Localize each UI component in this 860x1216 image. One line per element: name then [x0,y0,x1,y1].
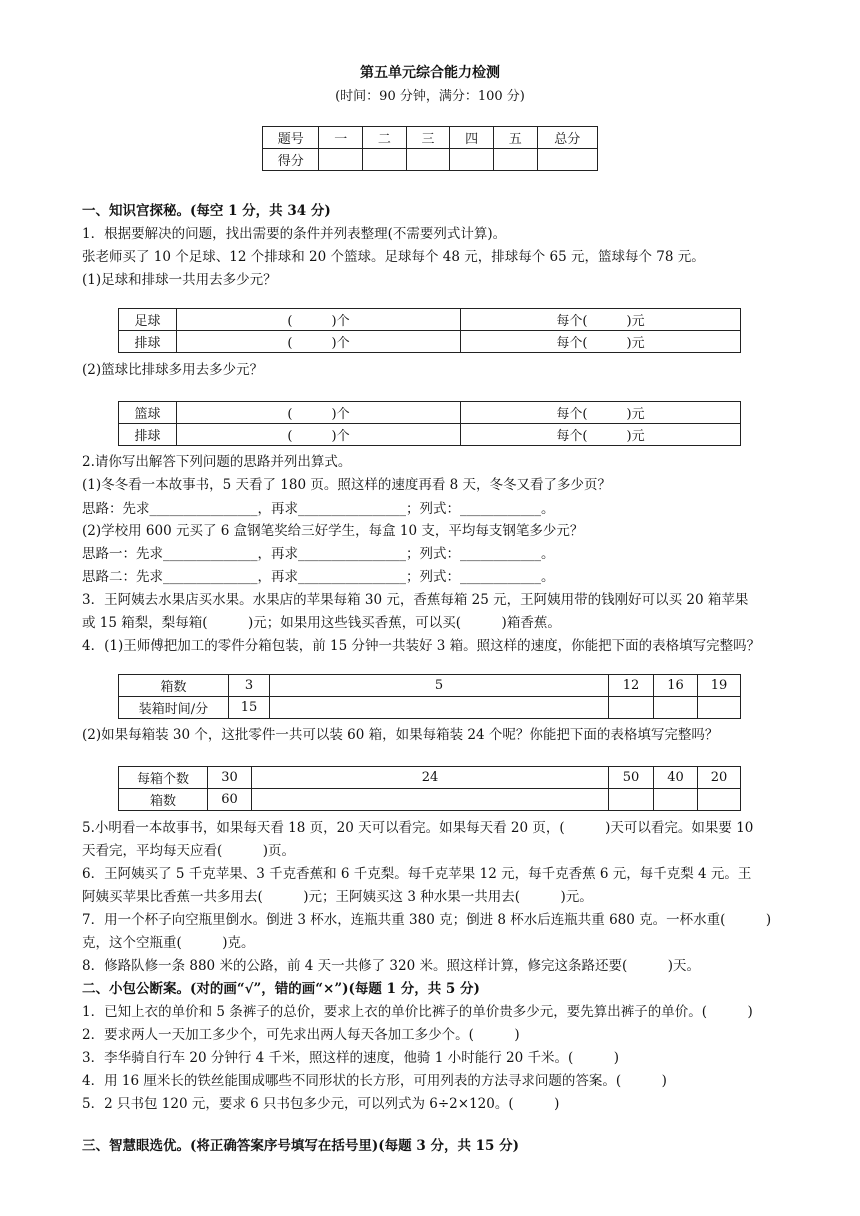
score-blank[interactable] [363,149,407,171]
item-label: 足球 [119,309,177,331]
item-price: 每个( )元 [461,402,741,424]
q2-line2: (1)冬冬看一本故事书，5 天看了 180 页。照这样的速度再看 8 天，冬冬又看了多少页？ [82,477,612,493]
table-cell: 5 [270,675,609,697]
item-count: ( )个 [177,424,461,446]
judge-item: 4．用 16 厘米长的铁丝能围成哪些不同形状的长方形，可用列表的方法寻求问题的答案。( ) [82,1073,667,1089]
item-label: 篮球 [119,402,177,424]
item-count: ( )个 [177,309,461,331]
score-header-cell: 三 [406,127,450,149]
page-title: 第五单元综合能力检测 [360,65,500,81]
table-cell: 19 [698,675,741,697]
table-cell: 20 [698,767,741,789]
table-blank[interactable] [252,789,609,811]
table-cell: 3 [229,675,270,697]
score-header-cell: 二 [363,127,407,149]
q5-line2: 天看完，平均每天应看( )页。 [82,843,296,859]
row-label: 每箱个数 [119,767,208,789]
table-cell: 16 [654,675,698,697]
q1-line1: 1．根据要解决的问题，找出需要的条件并列表整理(不需要列式计算)。 [82,226,507,242]
q3-line1: 3．王阿姨去水果店买水果。水果店的苹果每箱 30 元，香蕉每箱 25 元，王阿姨用带的钱刚好可以买 20 箱苹果 [82,592,749,608]
table-cell: 15 [229,697,270,719]
table-cell: 60 [208,789,252,811]
q5-line1: 5.小明看一本故事书，如果每天看 18 页，20 天可以看完。如果每天看 20 页，( )天可以看完。如果要 10 [82,820,754,836]
row-label: 箱数 [119,675,229,697]
item-label: 排球 [119,424,177,446]
score-row-label: 得分 [263,149,319,171]
q3-line2: 或 15 箱梨，梨每箱( )元；如果用这些钱买香蕉，可以买( )箱香蕉。 [82,615,561,631]
item-count: ( )个 [177,402,461,424]
score-table [262,126,598,171]
q1-table2 [118,401,741,446]
table-cell: 24 [252,767,609,789]
item-price: 每个( )元 [461,309,741,331]
section1-heading: 一、知识宫探秘。(每空 1 分，共 34 分) [82,203,331,219]
q7-line2: 克，这个空瓶重( )克。 [82,935,255,951]
table-blank[interactable] [654,789,698,811]
table-cell: 12 [609,675,654,697]
section3-heading: 三、智慧眼选优。(将正确答案序号填写在括号里)(每题 3 分，共 15 分) [82,1138,520,1154]
q2-line5: 思路一：先求______________，再求________________；列式：____________。 [82,546,555,562]
table-blank[interactable] [609,697,654,719]
score-blank[interactable] [493,149,537,171]
judge-item: 2．要求两人一天加工多少个，可先求出两人每天各加工多少个。( ) [82,1027,520,1043]
table-cell: 30 [208,767,252,789]
q4-line1: 4．(1)王师傅把加工的零件分箱包装，前 15 分钟一共装好 3 箱。照这样的速度，你能把下面的表格填写完整吗？ [82,638,761,654]
q1-sub1: (1)足球和排球一共用去多少元？ [82,272,277,288]
table-blank[interactable] [654,697,698,719]
q2-line3: 思路：先求________________，再求________________；列式：____________。 [82,501,555,517]
row-label: 箱数 [119,789,208,811]
table-blank[interactable] [698,789,741,811]
page-subtitle: (时间：90 分钟，满分：100 分) [335,89,525,104]
q4-table2 [118,766,741,811]
item-price: 每个( )元 [461,331,741,353]
score-blank[interactable] [450,149,494,171]
q6-line2: 阿姨买苹果比香蕉一共多用去( )元；王阿姨买这 3 种水果一共用去( )元。 [82,889,593,905]
table-blank[interactable] [270,697,609,719]
q1-sub2: (2)篮球比排球多用去多少元？ [82,362,264,378]
q1-table1 [118,308,741,353]
table-cell: 40 [654,767,698,789]
table-cell: 50 [609,767,654,789]
score-blank[interactable] [406,149,450,171]
score-header-cell: 题号 [263,127,319,149]
score-header-cell: 四 [450,127,494,149]
item-label: 排球 [119,331,177,353]
section2-heading: 二、小包公断案。(对的画“√”，错的画“×”)(每题 1 分，共 5 分) [82,981,480,997]
score-header-cell: 总分 [537,127,597,149]
score-blank[interactable] [319,149,363,171]
item-price: 每个( )元 [461,424,741,446]
q4-table1 [118,674,741,719]
q2-line6: 思路二：先求______________，再求________________；列式：____________。 [82,569,555,585]
q6-line1: 6．王阿姨买了 5 千克苹果、3 千克香蕉和 6 千克梨。每千克苹果 12 元，每千克香蕉 6 元，每千克梨 4 元。王 [82,866,752,882]
judge-item: 3．李华骑自行车 20 分钟行 4 千米，照这样的速度，他骑 1 小时能行 20 千米。( ) [82,1050,619,1066]
q4-line2: (2)如果每箱装 30 个，这批零件一共可以装 60 箱，如果每箱装 24 个呢？你能把下面的表格填写完整吗？ [82,727,719,743]
judge-item: 1．已知上衣的单价和 5 条裤子的总价，要求上衣的单价比裤子的单价贵多少元，要先算出裤子的单价。( ) [82,1004,753,1020]
q8-line: 8．修路队修一条 880 米的公路，前 4 天一共修了 320 米。照这样计算，修完这条路还要( )天。 [82,958,700,974]
table-blank[interactable] [609,789,654,811]
q2-line1: 2.请你写出解答下列问题的思路并列出算式。 [82,454,352,470]
item-count: ( )个 [177,331,461,353]
q7-line1: 7．用一个杯子向空瓶里倒水。倒进 3 杯水，连瓶共重 380 克；倒进 8 杯水后连瓶共重 680 克。一杯水重( ) [82,912,772,928]
score-header-cell: 一 [319,127,363,149]
q2-line4: (2)学校用 600 元买了 6 盒钢笔奖给三好学生，每盒 10 支，平均每支钢笔多少元？ [82,523,584,539]
table-blank[interactable] [698,697,741,719]
score-header-cell: 五 [493,127,537,149]
row-label: 装箱时间/分 [119,697,229,719]
score-blank[interactable] [537,149,597,171]
q1-line2: 张老师买了 10 个足球、12 个排球和 20 个篮球。足球每个 48 元，排球每个 65 元，篮球每个 78 元。 [82,249,705,265]
judge-item: 5．2 只书包 120 元，要求 6 只书包多少元，可以列式为 6÷2×120。( ) [82,1096,560,1112]
